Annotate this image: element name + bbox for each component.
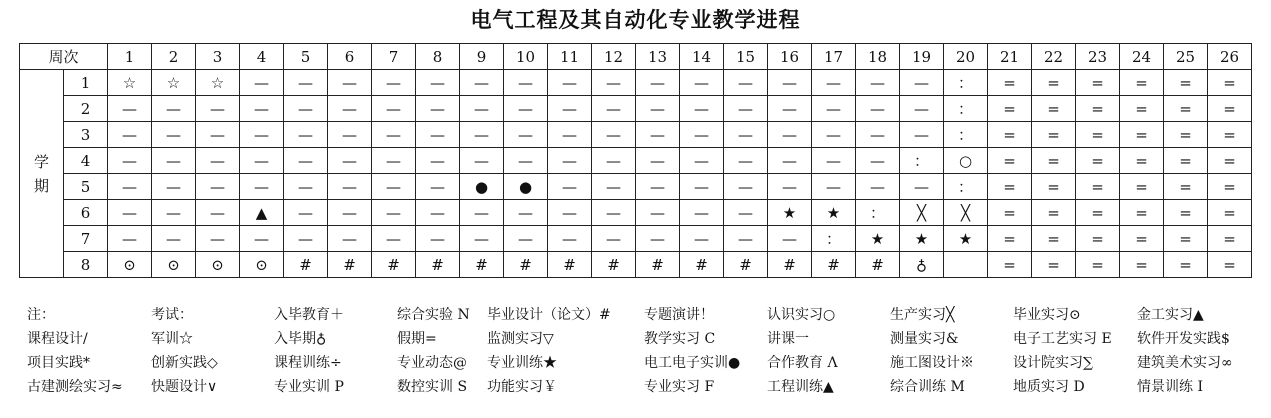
schedule-cell: — [108, 148, 152, 174]
semester-number: 1 [64, 70, 108, 96]
schedule-cell: = [1076, 200, 1120, 226]
schedule-cell: = [1032, 252, 1076, 278]
schedule-cell: — [812, 122, 856, 148]
schedule-cell: — [196, 200, 240, 226]
schedule-cell: ☆ [196, 70, 240, 96]
schedule-cell: — [328, 122, 372, 148]
schedule-cell: — [680, 200, 724, 226]
schedule-cell: — [592, 148, 636, 174]
semester-number: 5 [64, 174, 108, 200]
schedule-cell: — [680, 96, 724, 122]
schedule-cell: — [768, 70, 812, 96]
schedule-cell: — [856, 70, 900, 96]
schedule-cell: = [1032, 70, 1076, 96]
schedule-cell: # [724, 252, 768, 278]
legend-item: 快题设计∨ [151, 379, 218, 395]
legend-item: 施工图设计※ [890, 355, 974, 371]
week-header-cell: 21 [988, 44, 1032, 70]
semester-label: 学 期 [20, 70, 64, 278]
table-row [20, 148, 1252, 174]
legend-item: 课程训练÷ [274, 355, 342, 371]
schedule-cell: # [548, 252, 592, 278]
schedule-cell: — [812, 174, 856, 200]
schedule-cell: — [548, 148, 592, 174]
legend-item: 情景训练 I [1137, 379, 1203, 395]
schedule-cell: = [988, 252, 1032, 278]
schedule-cell: # [592, 252, 636, 278]
schedule-cell: — [240, 122, 284, 148]
schedule-cell: ★ [768, 200, 812, 226]
schedule-cell: # [328, 252, 372, 278]
schedule-cell: — [372, 122, 416, 148]
schedule-cell: — [196, 122, 240, 148]
schedule-cell: — [592, 122, 636, 148]
schedule-cell: = [1120, 200, 1164, 226]
semester-number: 7 [64, 226, 108, 252]
schedule-cell: = [988, 70, 1032, 96]
schedule-cell: = [1032, 122, 1076, 148]
week-header-cell: 13 [636, 44, 680, 70]
schedule-cell: — [504, 148, 548, 174]
schedule-cell: = [1208, 226, 1252, 252]
schedule-cell: ： [856, 200, 900, 226]
schedule-cell: # [460, 252, 504, 278]
legend-item: 地质实习 D [1013, 379, 1085, 395]
schedule-cell: — [328, 226, 372, 252]
schedule-cell: — [328, 200, 372, 226]
week-header-cell: 2 [152, 44, 196, 70]
legend-item: 设计院实习∑ [1013, 355, 1093, 371]
schedule-cell: — [328, 148, 372, 174]
schedule-cell: = [988, 96, 1032, 122]
week-header-cell: 15 [724, 44, 768, 70]
legend-item: 认识实习○ [767, 307, 836, 323]
schedule-cell: — [108, 122, 152, 148]
schedule-cell: — [636, 148, 680, 174]
schedule-cell: ： [900, 148, 944, 174]
legend-item: 专业训练★ [487, 355, 557, 371]
schedule-cell: — [636, 174, 680, 200]
schedule-cell: — [284, 226, 328, 252]
schedule-cell: — [768, 174, 812, 200]
legend-item: 入毕期♁ [274, 331, 327, 347]
legend-item: 建筑美术实习∞ [1137, 355, 1233, 371]
schedule-cell: — [152, 174, 196, 200]
legend-item: 软件开发实践$ [1137, 331, 1230, 347]
semester-number: 2 [64, 96, 108, 122]
legend-item: 功能实习￥ [487, 379, 557, 395]
schedule-cell: — [196, 96, 240, 122]
schedule-cell: — [152, 200, 196, 226]
schedule-cell: = [1164, 252, 1208, 278]
schedule-cell: — [108, 96, 152, 122]
schedule-cell: = [1076, 70, 1120, 96]
schedule-cell: ⊙ [152, 252, 196, 278]
semester-number: 4 [64, 148, 108, 174]
schedule-cell: — [460, 70, 504, 96]
schedule-cell: — [856, 122, 900, 148]
table-row [20, 96, 1252, 122]
schedule-cell: — [284, 96, 328, 122]
schedule-cell: — [328, 70, 372, 96]
schedule-cell: — [328, 96, 372, 122]
legend-item: 毕业实习⊙ [1013, 307, 1081, 323]
semester-number: 8 [64, 252, 108, 278]
week-header-cell: 12 [592, 44, 636, 70]
schedule-cell: — [856, 96, 900, 122]
legend-item: 工程训练▲ [767, 379, 834, 395]
legend-item: 数控实训 S [397, 379, 468, 395]
week-header-cell: 18 [856, 44, 900, 70]
schedule-cell: = [1076, 148, 1120, 174]
legend-item: 电子工艺实习 E [1013, 331, 1112, 347]
schedule-cell: ⊙ [196, 252, 240, 278]
schedule-cell: — [636, 226, 680, 252]
schedule-cell: — [592, 226, 636, 252]
schedule-cell: # [812, 252, 856, 278]
week-header-label: 周次 [20, 44, 108, 70]
schedule-cell: — [284, 148, 328, 174]
schedule-cell: — [416, 122, 460, 148]
schedule-cell: ： [944, 174, 988, 200]
schedule-cell: ★ [944, 226, 988, 252]
week-header-row [20, 44, 1252, 70]
schedule-cell: — [372, 70, 416, 96]
schedule-cell: — [592, 70, 636, 96]
schedule-cell: — [372, 200, 416, 226]
schedule-cell: — [372, 96, 416, 122]
schedule-cell: — [108, 226, 152, 252]
legend-item: 毕业设计（论文）# [487, 307, 611, 323]
week-header-cell: 4 [240, 44, 284, 70]
schedule-cell: — [504, 122, 548, 148]
schedule-cell: — [680, 122, 724, 148]
schedule-cell: — [284, 70, 328, 96]
schedule-cell: # [416, 252, 460, 278]
schedule-cell: — [152, 96, 196, 122]
week-header-cell: 9 [460, 44, 504, 70]
schedule-cell: — [856, 174, 900, 200]
schedule-cell: ╳ [900, 200, 944, 226]
schedule-cell: — [460, 226, 504, 252]
legend-item: 合作教育 Λ [767, 355, 838, 371]
schedule-cell: ⊙ [240, 252, 284, 278]
schedule-cell: ★ [900, 226, 944, 252]
schedule-cell: ： [812, 226, 856, 252]
schedule-cell: = [1076, 122, 1120, 148]
schedule-cell: — [372, 174, 416, 200]
week-header-cell: 3 [196, 44, 240, 70]
week-header-cell: 26 [1208, 44, 1252, 70]
schedule-cell: — [548, 70, 592, 96]
week-header-cell: 20 [944, 44, 988, 70]
table-row [20, 252, 1252, 278]
schedule-cell: — [284, 122, 328, 148]
legend-item: 综合实验 N [397, 307, 470, 323]
schedule-cell: — [636, 70, 680, 96]
schedule-cell: = [1076, 174, 1120, 200]
schedule-cell: # [856, 252, 900, 278]
schedule-cell: — [460, 148, 504, 174]
schedule-cell: = [1164, 70, 1208, 96]
table-row [20, 226, 1252, 252]
schedule-cell: — [152, 226, 196, 252]
legend-item: 古建测绘实习≈ [27, 379, 123, 395]
schedule-cell: ☆ [152, 70, 196, 96]
schedule-cell: # [284, 252, 328, 278]
legend-item: 入毕教育＋ [274, 307, 344, 323]
legend-item: 专业实训 P [274, 379, 344, 395]
schedule-cell: ： [944, 96, 988, 122]
schedule-cell: = [1120, 252, 1164, 278]
schedule-cell: = [1076, 96, 1120, 122]
week-header-cell: 7 [372, 44, 416, 70]
schedule-cell: ○ [944, 148, 988, 174]
schedule-cell: = [988, 174, 1032, 200]
schedule-cell: — [504, 96, 548, 122]
schedule-cell: — [636, 122, 680, 148]
schedule-cell: — [196, 226, 240, 252]
week-header-cell: 11 [548, 44, 592, 70]
schedule-cell: — [416, 96, 460, 122]
schedule-cell: = [1076, 252, 1120, 278]
schedule-cell: — [680, 148, 724, 174]
schedule-cell: — [548, 200, 592, 226]
schedule-cell: = [1164, 148, 1208, 174]
schedule-cell: — [504, 70, 548, 96]
schedule-cell: = [1208, 96, 1252, 122]
schedule-cell: — [548, 96, 592, 122]
schedule-cell: ★ [812, 200, 856, 226]
schedule-cell: = [1164, 174, 1208, 200]
schedule-cell: ● [460, 174, 504, 200]
page-title: 电气工程及其自动化专业教学进程 [470, 8, 801, 32]
schedule-cell: = [1076, 226, 1120, 252]
schedule-cell: — [900, 122, 944, 148]
schedule-cell: — [504, 226, 548, 252]
schedule-cell: — [900, 96, 944, 122]
week-header-cell: 17 [812, 44, 856, 70]
schedule-cell: = [988, 148, 1032, 174]
schedule-cell: — [680, 174, 724, 200]
legend-item: 军训☆ [151, 331, 193, 347]
schedule-cell: = [1032, 200, 1076, 226]
schedule-cell: — [416, 148, 460, 174]
schedule-cell: — [724, 148, 768, 174]
schedule-cell: = [1032, 96, 1076, 122]
schedule-cell: = [1164, 96, 1208, 122]
schedule-cell: # [504, 252, 548, 278]
schedule-cell: = [1164, 122, 1208, 148]
schedule-cell: = [1120, 70, 1164, 96]
legend-item: 假期= [397, 331, 437, 347]
schedule-cell: = [1164, 200, 1208, 226]
schedule-table [19, 43, 1252, 278]
schedule-cell: = [988, 122, 1032, 148]
schedule-cell: — [724, 226, 768, 252]
schedule-cell: ★ [856, 226, 900, 252]
schedule-cell: ： [944, 70, 988, 96]
schedule-cell: — [724, 200, 768, 226]
schedule-cell: — [328, 174, 372, 200]
schedule-cell: — [812, 70, 856, 96]
table-row [20, 70, 1252, 96]
schedule-cell: — [108, 200, 152, 226]
schedule-cell: — [284, 174, 328, 200]
schedule-cell: = [1032, 148, 1076, 174]
legend-item: 生产实习╳ [890, 307, 955, 323]
schedule-cell: — [548, 122, 592, 148]
schedule-cell: — [460, 200, 504, 226]
week-header-cell: 1 [108, 44, 152, 70]
schedule-cell: — [768, 226, 812, 252]
legend-item: 专题演讲！ [644, 307, 714, 323]
schedule-cell: — [812, 148, 856, 174]
schedule-cell: — [856, 148, 900, 174]
schedule-cell: — [152, 148, 196, 174]
legend-item: 综合训练 M [890, 379, 965, 395]
schedule-cell: # [636, 252, 680, 278]
schedule-cell: — [504, 200, 548, 226]
schedule-cell: ⊙ [108, 252, 152, 278]
schedule-cell: # [768, 252, 812, 278]
schedule-cell: — [416, 70, 460, 96]
schedule-cell: — [240, 70, 284, 96]
schedule-cell: — [592, 200, 636, 226]
schedule-cell: ● [504, 174, 548, 200]
legend-item: 测量实习& [890, 331, 959, 347]
schedule-cell: ╳ [944, 200, 988, 226]
schedule-cell: = [1208, 70, 1252, 96]
table-row [20, 200, 1252, 226]
schedule-cell: — [768, 148, 812, 174]
table-row [20, 174, 1252, 200]
schedule-cell: — [724, 70, 768, 96]
schedule-cell: ☆ [108, 70, 152, 96]
schedule-cell: = [1208, 252, 1252, 278]
legend-item: 监测实习▽ [487, 331, 554, 347]
legend-item: 专业动态@ [397, 355, 467, 371]
schedule-cell: — [240, 96, 284, 122]
schedule-cell: — [416, 174, 460, 200]
week-header-cell: 24 [1120, 44, 1164, 70]
schedule-cell: — [724, 174, 768, 200]
legend-item: 创新实践◇ [151, 355, 218, 371]
schedule-cell: ▲ [240, 200, 284, 226]
schedule-cell: = [1120, 174, 1164, 200]
week-header-cell: 19 [900, 44, 944, 70]
schedule-cell: = [1120, 122, 1164, 148]
schedule-cell: — [812, 96, 856, 122]
semester-number: 3 [64, 122, 108, 148]
schedule-cell: = [1032, 174, 1076, 200]
schedule-cell: = [1164, 226, 1208, 252]
schedule-cell: — [152, 122, 196, 148]
schedule-cell: # [372, 252, 416, 278]
schedule-cell: — [416, 226, 460, 252]
legend-item: 注： [27, 307, 55, 323]
schedule-cell: — [592, 96, 636, 122]
schedule-cell: — [416, 200, 460, 226]
week-header-cell: 22 [1032, 44, 1076, 70]
schedule-cell: — [240, 148, 284, 174]
legend-item: 专业实习 F [644, 379, 715, 395]
schedule-cell: ： [944, 122, 988, 148]
schedule-cell: = [1208, 200, 1252, 226]
schedule-cell: — [636, 200, 680, 226]
schedule-cell: — [548, 226, 592, 252]
schedule-cell: — [372, 148, 416, 174]
week-header-cell: 16 [768, 44, 812, 70]
schedule-cell: — [680, 226, 724, 252]
schedule-cell: = [1032, 226, 1076, 252]
schedule-cell: — [724, 122, 768, 148]
table-row [20, 122, 1252, 148]
legend-item: 课程设计/ [27, 331, 88, 347]
schedule-cell: — [240, 174, 284, 200]
schedule-cell: = [1120, 148, 1164, 174]
legend-item: 电工电子实训● [644, 355, 741, 371]
legend-item: 讲课一 [767, 331, 809, 347]
schedule-cell [944, 252, 988, 278]
semester-number: 6 [64, 200, 108, 226]
week-header-cell: 10 [504, 44, 548, 70]
legend-item: 考试： [151, 307, 193, 323]
schedule-cell: — [636, 96, 680, 122]
schedule-cell: # [680, 252, 724, 278]
schedule-cell: — [680, 70, 724, 96]
schedule-cell: = [1208, 174, 1252, 200]
schedule-cell: — [460, 96, 504, 122]
schedule-cell: — [196, 174, 240, 200]
week-header-cell: 8 [416, 44, 460, 70]
schedule-cell: — [460, 122, 504, 148]
schedule-cell: = [1120, 96, 1164, 122]
week-header-cell: 6 [328, 44, 372, 70]
schedule-cell: — [768, 96, 812, 122]
schedule-cell: — [196, 148, 240, 174]
schedule-cell: — [240, 226, 284, 252]
legend-item: 教学实习 C [644, 331, 716, 347]
schedule-cell: = [988, 200, 1032, 226]
week-header-cell: 14 [680, 44, 724, 70]
schedule-cell: — [900, 70, 944, 96]
schedule-cell: — [372, 226, 416, 252]
schedule-cell: — [548, 174, 592, 200]
legend-item: 金工实习▲ [1137, 307, 1204, 323]
schedule-cell: — [592, 174, 636, 200]
week-header-cell: 23 [1076, 44, 1120, 70]
schedule-cell: = [1208, 122, 1252, 148]
schedule-cell: = [988, 226, 1032, 252]
schedule-cell: ♁ [900, 252, 944, 278]
schedule-cell: = [1208, 148, 1252, 174]
schedule-cell: — [284, 200, 328, 226]
schedule-cell: — [724, 96, 768, 122]
week-header-cell: 5 [284, 44, 328, 70]
schedule-cell: = [1120, 226, 1164, 252]
legend-item: 项目实践* [27, 355, 90, 371]
schedule-cell: — [108, 174, 152, 200]
schedule-cell: — [768, 122, 812, 148]
week-header-cell: 25 [1164, 44, 1208, 70]
schedule-cell: — [900, 174, 944, 200]
